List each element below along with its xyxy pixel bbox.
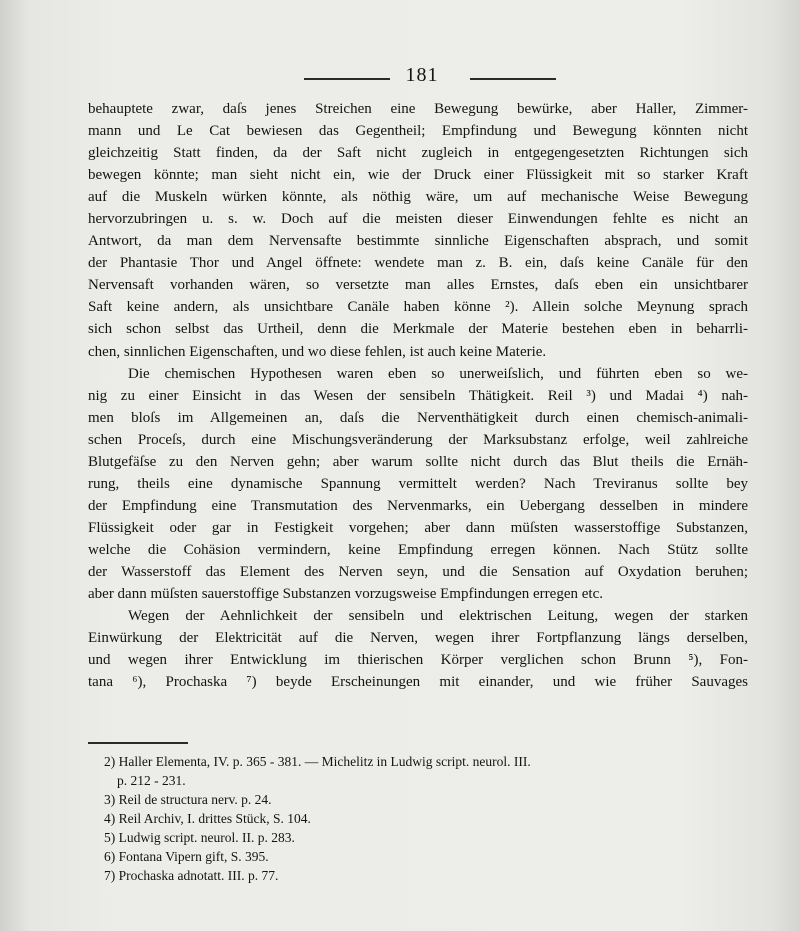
text-line: Einwürkung der Elektricität auf die Nerven, wegen ihrer Fortpflanzung längs derselben, (88, 630, 748, 647)
text-line: bewegen könnte; man sieht nicht ein, wie der Druck einer Flüssigkeit mit so starker Kraft (88, 167, 748, 184)
text-line: Flüssigkeit oder gar in Festigkeit vorgehen; aber dann müſsten wasserstoffige Substanzen, (88, 519, 748, 536)
page-header (0, 62, 800, 92)
text-line: gleichzeitig Statt finden, da der Saft nicht zugleich in entgegengesetzten Richtungen sich (88, 145, 748, 162)
text-line: chen, sinnlichen Eigenschaften, und wo diese fehlen, ist auch keine Materie. (88, 343, 547, 360)
text-line: mann und Le Cat bewiesen das Gegentheil; Empfindung und Bewegung könnten nicht (88, 123, 748, 140)
text-line: der Empfindung eine Transmutation des Nervenmarks, ein Uebergang desselben in mindere (88, 497, 748, 514)
text-line: Die chemischen Hypothesen waren eben so unerweiſslich, und führten eben so we- (128, 365, 748, 382)
text-line: nig zu einer Einsicht in das Wesen der sensibeln Thätigkeit. Reil ³) und Madai ⁴) nah- (88, 387, 748, 404)
text-line: men bloſs im Allgemeinen an, daſs die Nerventhätigkeit durch einen chemisch-animali- (88, 409, 748, 426)
text-line: Saft keine andern, als unsichtbare Canäle haben könne ²). Allein solche Meynung sprach (88, 299, 748, 316)
text-line: welche die Cohäsion vermindern, keine Empfindung erregen können. Nach Stütz sollte (88, 541, 748, 558)
footnote: 7) Prochaska adnotatt. III. p. 77. (104, 868, 279, 883)
footnote-separator (88, 742, 188, 744)
footnote: 2) Haller Elementa, IV. p. 365 - 381. — Michelitz in Ludwig script. neurol. III. (104, 754, 531, 769)
text-line: und wegen ihrer Entwicklung im thierischen Körper verglichen schon Brunn ⁵), Fon- (88, 652, 748, 669)
footnote: p. 212 - 231. (117, 773, 186, 788)
text-line: behauptete zwar, daſs jenes Streichen eine Bewegung bewürke, aber Haller, Zimmer- (88, 101, 748, 117)
text-line: Nervensaft vorhanden wären, so versetzte man alles Ernstes, daſs eben ein unsichtbarer (88, 277, 748, 294)
main-text (88, 98, 748, 693)
footnote: 4) Reil Archiv, I. drittes Stück, S. 104. (104, 811, 311, 826)
footnote: 5) Ludwig script. neurol. II. p. 283. (104, 830, 295, 845)
text-line: der Wasserstoff das Element des Nerven seyn, und die Sensation auf Oxydation beruhen; (88, 563, 748, 580)
text-line: Antwort, da man dem Nervensafte bestimmte sinnliche Eigenschaften absprach, und somit (88, 233, 748, 250)
text-line: sich schon selbst das Urtheil, denn die Merkmale der Materie bestehen eben in beharrli- (88, 321, 748, 338)
text-line: Blutgefäſse zu den Nerven gehn; aber warum sollte nicht durch das Blut theils die Ernäh- (88, 453, 748, 470)
header-rule-right (470, 78, 556, 80)
footnotes (104, 752, 754, 885)
text-line: schen Proceſs, durch eine Mischungsveränderung der Marksubstanz erfolge, weil zahlreiche (88, 431, 748, 448)
text-line: der Phantasie Thor und Angel öffnete: wendete man z. B. ein, daſs keine Canäle für den (88, 255, 748, 272)
text-line: Wegen der Aehnlichkeit der sensibeln und elektrischen Leitung, wegen der starken (128, 608, 748, 625)
text-line: aber dann müſsten sauerstoffige Substanzen vorzugsweise Empfindungen erregen etc. (88, 586, 603, 603)
text-line: rung, theils eine dynamische Spannung vermittelt werden? Nach Treviranus sollte bey (88, 475, 748, 492)
page-number: 181 (405, 64, 439, 86)
text-line: auf die Muskeln würken könnte, als nöthig wäre, um auf mechanische Weise Bewegung (88, 189, 748, 206)
header-rule-left (304, 78, 390, 80)
footnote: 3) Reil de structura nerv. p. 24. (104, 792, 272, 807)
text-line: hervorzubringen u. s. w. Doch auf die meisten dieser Einwendungen fehlte es nicht an (88, 211, 748, 228)
footnote: 6) Fontana Vipern gift, S. 395. (104, 849, 269, 864)
text-line: tana ⁶), Prochaska ⁷) beyde Erscheinungen mit einander, und wie früher Sauvages (88, 674, 748, 691)
